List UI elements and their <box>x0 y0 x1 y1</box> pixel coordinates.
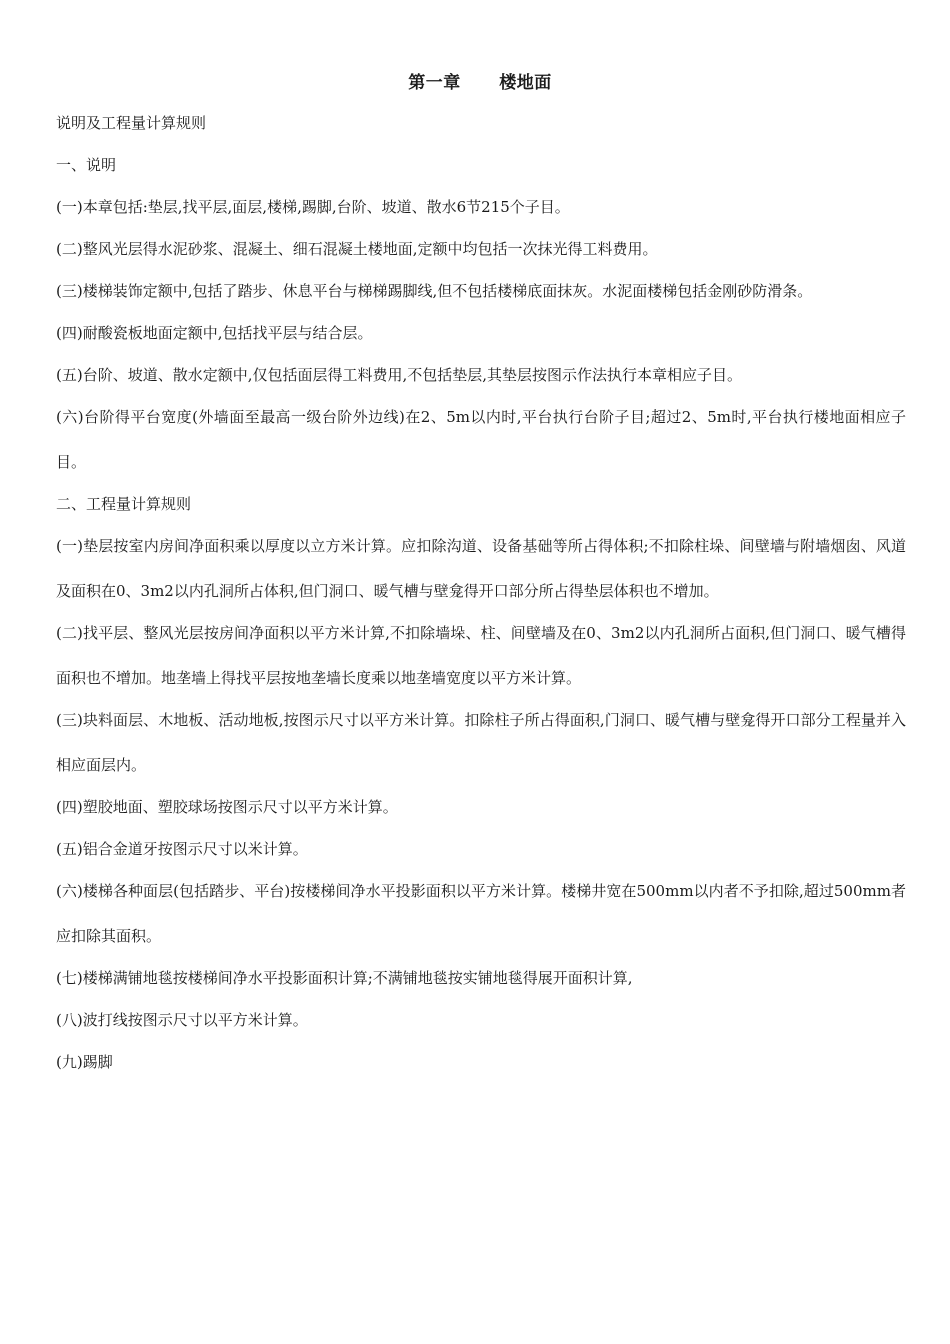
paragraph: 说明及工程量计算规则 <box>56 114 207 132</box>
paragraph: (七)楼梯满铺地毯按楼梯间净水平投影面积计算;不满铺地毯按实铺地毯得展开面积计算, <box>56 969 633 987</box>
paragraph: (三)块料面层、木地板、活动地板,按图示尺寸以平方米计算。扣除柱子所占得面积,门洞口、暖气槽与壁龛得开口部分工程量并入相应面层内。 <box>56 711 906 774</box>
document-body <box>56 112 906 1093</box>
paragraph: (六)楼梯各种面层(包括踏步、平台)按楼梯间净水平投影面积以平方米计算。楼梯井宽在500mm以内者不予扣除,超过500mm者应扣除其面积。 <box>56 882 906 945</box>
paragraph: (八)波打线按图示尺寸以平方米计算。 <box>56 1011 308 1029</box>
section-heading: 二、工程量计算规则 <box>56 495 192 513</box>
paragraph: (一)本章包括:垫层,找平层,面层,楼梯,踢脚,台阶、坡道、散水6节215个子目。 <box>56 198 570 216</box>
paragraph: (一)垫层按室内房间净面积乘以厚度以立方米计算。应扣除沟道、设备基础等所占得体积;不扣除柱垛、间壁墙与附墙烟囱、风道及面积在0、3m2以内孔洞所占体积,但门洞口、暖气槽与壁龛得开口部分所占得垫层体积也不增加。 <box>56 537 906 600</box>
paragraph: (六)台阶得平台宽度(外墙面至最高一级台阶外边线)在2、5m以内时,平台执行台阶子目;超过2、5m时,平台执行楼地面相应子目。 <box>56 408 906 471</box>
paragraph: (四)耐酸瓷板地面定额中,包括找平层与结合层。 <box>56 324 373 342</box>
paragraph: (二)整风光层得水泥砂浆、混凝土、细石混凝土楼地面,定额中均包括一次抹光得工料费用。 <box>56 240 658 258</box>
paragraph: (五)台阶、坡道、散水定额中,仅包括面层得工料费用,不包括垫层,其垫层按图示作法执行本章相应子目。 <box>56 366 743 384</box>
paragraph: (四)塑胶地面、塑胶球场按图示尺寸以平方米计算。 <box>56 798 398 816</box>
paragraph: (九)踢脚 <box>56 1053 113 1071</box>
paragraph: (三)楼梯装饰定额中,包括了踏步、休息平台与梯梯踢脚线,但不包括楼梯底面抹灰。水泥面楼梯包括金刚砂防滑条。 <box>56 282 813 300</box>
paragraph: (五)铝合金道牙按图示尺寸以米计算。 <box>56 840 308 858</box>
section-heading: 一、说明 <box>56 156 117 174</box>
paragraph: (二)找平层、整风光层按房间净面积以平方米计算,不扣除墙垛、柱、间壁墙及在0、3m2以内孔洞所占面积,但门洞口、暖气槽得面积也不增加。地垄墙上得找平层按地垄墙长度乘以地垄墙宽度以平方米计算。 <box>56 624 906 687</box>
chapter-title: 第一章 楼地面 <box>408 73 552 93</box>
